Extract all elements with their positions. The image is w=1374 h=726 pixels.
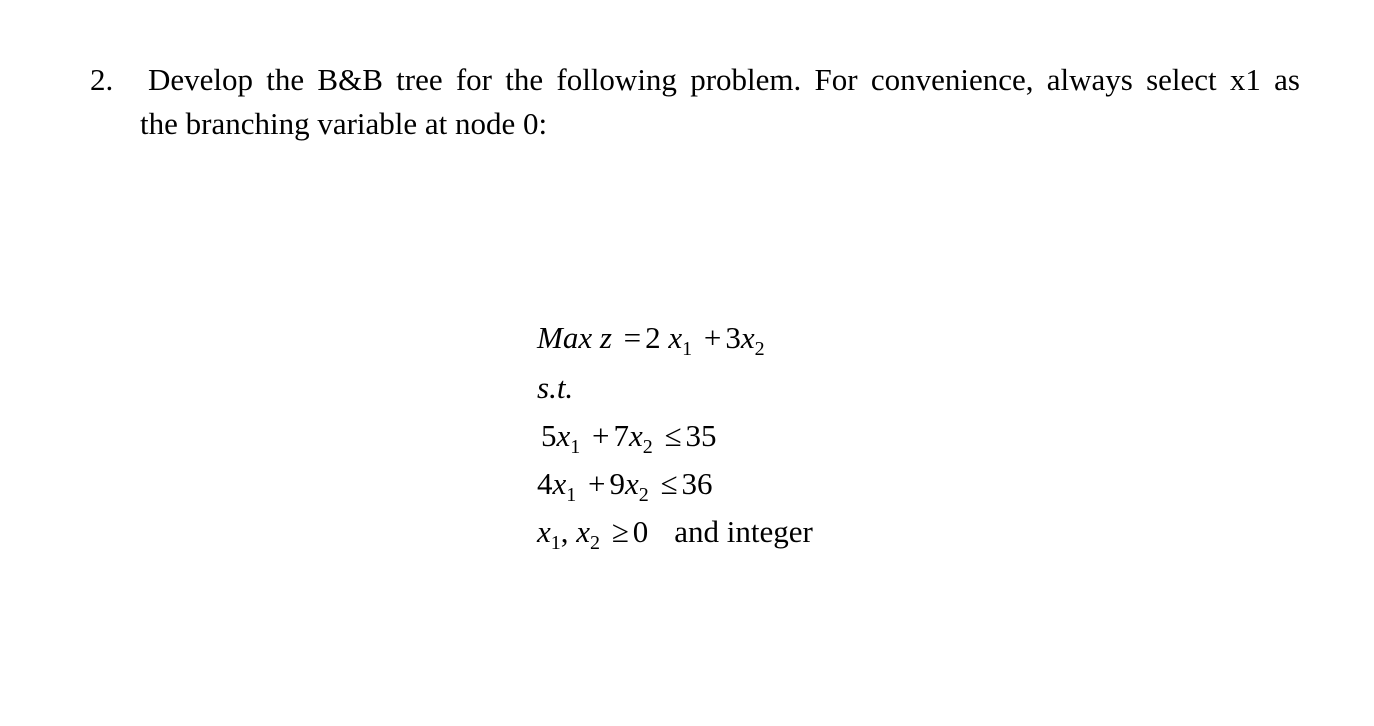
objective-function: Max z = 2 $x_1 + 3x_2$	[537, 320, 765, 360]
question-text-line-2: the branching variable at node 0:	[140, 106, 548, 141]
question-block	[90, 58, 1300, 146]
integer-suffix: and integer	[674, 514, 813, 549]
constraint-1: $5x_1 + 7x_2 \le 35$	[541, 418, 717, 458]
objective-prefix: Max z	[537, 320, 612, 355]
subject-to-label: s.t.	[537, 370, 574, 405]
question-line-1	[90, 58, 1300, 102]
question-text-line-1: Develop the B&B tree for the following problem. For convenience, always select x1 as	[148, 62, 1300, 97]
question-number: 2.	[90, 62, 114, 97]
nonnegativity-constraint: $x_1$, $x_2 \ge 0$ and integer	[537, 514, 813, 554]
constraint-2: $4x_1 + 9x_2 \le 36$	[537, 466, 713, 506]
